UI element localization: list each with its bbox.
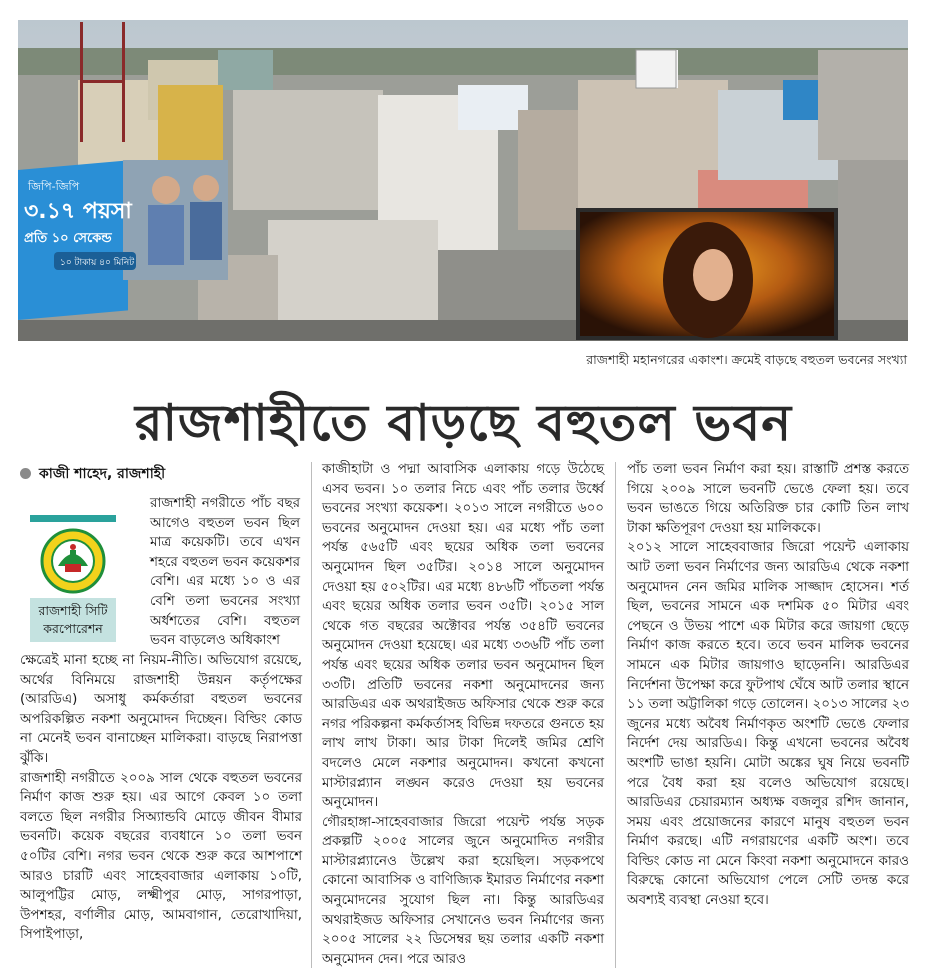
- byline: [20, 462, 165, 486]
- article-paragraph: রাজশাহী নগরীতে ২০০৯ সাল থেকে বহুতল ভবনের নির্মাণ কাজ শুরু হয়। এর আগে কেবল ১০ তলা বলতে ছিল নগরীর সিঅ্যান্ডবি মোড়ে জীবন বীমার ভবনটি। কয়েক বছরের ব্যবধানে ১০ তলা ভবন ৫০টির বেশি। নগর ভবন থেকে শুরু করে আশপাশে আরও চারটি এবং সাহেববাজার এলাকায় ১০টি, আলুপট্টির মোড়, লক্ষ্মীপুর মোড়, সাগরপাড়া, উপশহর, বর্ণালীর মোড়, আমবাগান, তেরোখাদিয়া, সিপাইপাড়া,: [20, 770, 302, 943]
- city-skyline-photo: [18, 20, 908, 341]
- byline-text: কাজী শাহেদ, রাজশাহী: [39, 466, 166, 482]
- article-column-3: [627, 460, 909, 911]
- billboard-price: ৩.১৭ পয়সা: [24, 199, 132, 224]
- photo-caption: রাজশাহী মহানগরের একাংশ। ক্রমেই বাড়ছে বহুতল ভবনের সংখ্যা: [586, 352, 907, 367]
- logo-accent-rule: [30, 515, 116, 522]
- article-column-1-wrap: [150, 494, 300, 651]
- column-divider: [615, 462, 616, 968]
- article-paragraph: রাজশাহী নগরীতে পাঁচ বছর আগেও বহুতল ভবন ছিল মাত্র কয়েকটি। তবে এখন শহরে বহুতল ভবন কয়েকশর বেশি। এর মধ্যে ১০ ও এর বেশি তলা ভবনের সংখ্যা অর্ধশতের বেশি। বহুতল ভবন বাড়লেও অধিকাংশ: [150, 496, 300, 649]
- article-paragraph: ক্ষেত্রেই মানা হচ্ছে না নিয়ম-নীতি। অভিযোগ রয়েছে, অর্থের বিনিময়ে রাজশাহী উন্নয়ন কর্তৃপক্ষের (আরডিএ) অসাধু কর্মকর্তারা বহুতল ভবনের অপরিকল্পিত নকশা অনুমোদন দিচ্ছেন। বিল্ডিং কোড না মেনেই ভবন বানাচ্ছেন মালিকরা। বাড়ছে নিরাপত্তা ঝুঁকি।: [20, 653, 302, 766]
- article-paragraph: কাজীহাটা ও পদ্মা আবাসিক এলাকায় গড়ে উঠেছে এসব ভবন। ১০ তলার নিচে এবং পাঁচ তলার উর্ধ্বে ভবনের সংখ্যা কয়েকশ। ২০১৩ সালে নগরীতে ৬০০ ভবনের অনুমোদন দেওয়া হয়। এর মধ্যে পাঁচ তলা পর্যন্ত ৫৬৫টি এবং ছয়ের অধিক তলা ভবনের অনুমোদন ছিল ৩৫টির। ২০১৪ সালে অনুমোদন দেওয়া হয় ৫০২টির। এর মধ্যে ৪৮৬টি পাঁচতলা পর্যন্ত এবং ছয়ের অধিক তলার ভবন ৩৫টি। ২০১৫ সাল থেকে গত বছরের অক্টোবর পর্যন্ত ৩৫৪টি ভবনের অনুমোদন দেওয়া হয়েছে। এর মধ্যে ৩৩৬টি পাঁচ তলা পর্যন্ত এবং ছয়ের অধিক তলার ভবন অনুমোদন ছিল ৩৩টি। প্রতিটি ভবনের নকশা অনুমোদনের জন্য আরডিএর এক অথরাইজড অফিসার থেকে শুরু করে নগর পরিকল্পনা কর্মকর্তাসহ বিভিন্ন দফতরে গুনতে হয় লাখ লাখ টাকা। আর টাকা দিলেই জমির শ্রেণি বদলেও মেলে নকশার অনুমোদন। কখনো কখনো মাস্টারপ্ল্যান লঙ্ঘন করেও দেওয়া হয় ভবনের অনুমোদন।: [322, 462, 604, 811]
- billboard-badge: ১০ টাকায় ৪০ মিনিট: [60, 258, 135, 268]
- article-paragraph: পাঁচ তলা ভবন নির্মাণ করা হয়। রাস্তাটি প্রশস্ত করতে গিয়ে ২০০৯ সালে ভবনটি ভেঙে ফেলা হয়। তবে ভবন ভাঙতে গিয়ে অতিরিক্ত চার কোটি তিন লাখ টাকা ক্ষতিপূরণ দেওয়া হয় মালিককে।: [627, 462, 909, 536]
- city-corporation-label: রাজশাহী সিটি করপোরেশন: [30, 598, 116, 642]
- column-divider: [311, 462, 312, 968]
- byline-bullet-icon: [20, 468, 31, 479]
- article-column-1: [20, 651, 302, 945]
- article-paragraph: গৌরহাঙ্গা-সাহেববাজার জিরো পয়েন্ট পর্যন্ত সড়ক প্রকল্পটি ২০০৫ সালের জুনে অনুমোদিত নগরীর মাস্টারপ্ল্যানেও উল্লেখ করা হয়েছিল। সড়কপথে কোনো আবাসিক ও বাণিজ্যিক ইমারত নির্মাণের নকশা অনুমোদনের সুযোগ ছিল না। কিন্তু আরডিএর অথরাইজড অফিসার সেখানেও ভবন নির্মাণের জন্য ২০০৫ সালের ২২ ডিসেম্বর ছয় তলার একটি নকশা অনুমোদন দেন। পরে আরও: [322, 814, 604, 967]
- article-paragraph: ২০১২ সালে সাহেববাজার জিরো পয়েন্ট এলাকায় আট তলা ভবন নির্মাণের জন্য আরডিএ থেকে নকশা অনুমোদন নেন জমির মালিক সাজ্জাদ হোসেন। শর্ত ছিল, ভবনের সামনে এক দশমিক ৫০ মিটার এবং পেছনে ও উভয় পাশে এক মিটার করে জায়গা ছেড়ে নির্মাণ কাজ করতে হবে। তবে ভবন মালিক ভবনের সামনে এক মিটার জায়গাও ছাড়েননি। আরডিএর নির্দেশনা উপেক্ষা করে ফুটপাথ ঘেঁষে আট তলার স্থানে ১১ তলা অট্টালিকা গড়ে তোলেন। ২০১৩ সালের ২৩ জুনের মধ্যে অবৈধ নির্মাণকৃত অংশটি ভেঙে ফেলার নির্দেশ দেয় আরডিএ। কিন্তু এখনো ভবনের অবৈধ অংশটি ভাঙা হয়নি। মোটা অঙ্কের ঘুষ নিয়ে ভবনটি পরে বৈধ করা হয় বলেও অভিযোগ রয়েছে। আরডিএর চেয়ারম্যান অধ্যক্ষ বজলুর রশিদ জানান, সময় এবং প্রয়োজনের কারণে মানুষ বহুতল ভবন নির্মাণ করছে। এটি নগরায়ণের একটি অংশ। তবে বিল্ডিং কোড না মেনে কিংবা নকশা অনুমোদনে কারও বিরুদ্ধে কোনো অভিযোগ পেলে সেটি তদন্ত করে অবশ্যই ব্যবস্থা নেওয়া হবে।: [627, 540, 909, 909]
- article-column-2: [322, 460, 604, 969]
- article-headline: রাজশাহীতে বাড়ছে বহুতল ভবন: [134, 393, 793, 452]
- billboard-line1: জিপি-জিপি: [28, 180, 80, 193]
- city-corporation-emblem-icon: [38, 528, 108, 594]
- billboard-line2: প্রতি ১০ সেকেন্ড: [24, 231, 112, 246]
